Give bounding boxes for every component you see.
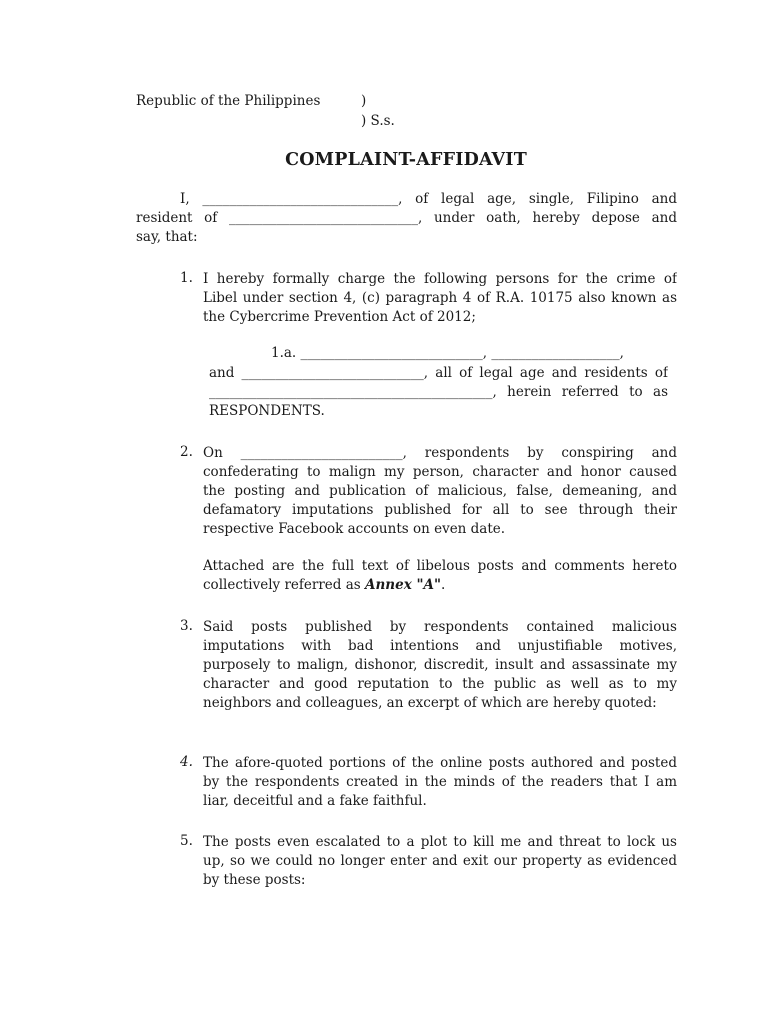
item-line: The afore-quoted portions of the online posts authored and posted — [203, 755, 677, 771]
item-line: imputations with bad intentions and unjustifiable motives, — [203, 638, 677, 654]
item-number: 5. — [180, 833, 193, 849]
item-line: Libel under section 4, (c) paragraph 4 of R.A. 10175 also known as — [203, 290, 677, 306]
respondents-block — [209, 364, 668, 421]
respondents-line: 1.a. ___________________________, ___________________, — [271, 345, 624, 361]
item-number: 4. — [180, 754, 193, 770]
intro-line: I, _____________________________, of legal age, single, Filipino and — [180, 191, 677, 207]
attached-line: Attached are the full text of libelous posts and comments hereto — [203, 558, 677, 574]
item-line: Said posts published by respondents contained malicious — [203, 619, 677, 635]
venue-country: Republic of the Philippines — [136, 93, 321, 109]
item-line: by these posts: — [203, 872, 306, 888]
item-line: up, so we could no longer enter and exit our property as evidenced — [203, 853, 677, 869]
intro-line: say, that: — [136, 229, 198, 245]
item-2-body — [203, 444, 677, 539]
item-number: 2. — [180, 444, 193, 460]
attached-note — [203, 557, 677, 595]
intro-line: resident of ____________________________, under oath, hereby depose and — [136, 210, 677, 226]
item-3-body — [203, 618, 677, 713]
document-title: COMPLAINT-AFFIDAVIT — [285, 150, 527, 170]
item-number: 1. — [180, 270, 193, 286]
intro-paragraph — [136, 190, 677, 247]
attached-prefix: collectively referred as — [203, 577, 365, 593]
item-line: neighbors and colleagues, an excerpt of which are hereby quoted: — [203, 695, 657, 711]
respondents-line: RESPONDENTS. — [209, 403, 325, 419]
respondents-line: __________________________________________, herein referred to as — [209, 384, 668, 400]
item-line: by the respondents created in the minds of the readers that I am — [203, 774, 677, 790]
item-line: On ________________________, respondents by conspiring and — [203, 445, 677, 461]
item-line: The posts even escalated to a plot to kill me and threat to lock us — [203, 834, 677, 850]
item-number: 3. — [180, 618, 193, 634]
venue-bracket: ) — [361, 93, 367, 109]
item-5-body — [203, 833, 677, 890]
item-line: confederating to malign my person, character and honor caused — [203, 464, 677, 480]
item-line: defamatory imputations published for all to see through their — [203, 502, 677, 518]
item-line: respective Facebook accounts on even date. — [203, 521, 506, 537]
attached-line — [203, 576, 677, 595]
item-line: the Cybercrime Prevention Act of 2012; — [203, 309, 476, 325]
item-line: liar, deceitful and a fake faithful. — [203, 793, 427, 809]
item-line: the posting and publication of malicious, false, demeaning, and — [203, 483, 677, 499]
venue-ss: ) S.s. — [361, 113, 395, 129]
annex-label: Annex "A" — [365, 577, 441, 593]
attached-suffix: . — [440, 577, 446, 593]
item-line: purposely to malign, dishonor, discredit, insult and assassinate my — [203, 657, 677, 673]
item-line: I hereby formally charge the following persons for the crime of — [203, 271, 677, 287]
item-4-body — [203, 754, 677, 811]
respondents-line: and ___________________________, all of legal age and residents of — [209, 365, 668, 381]
item-1-body — [203, 270, 677, 327]
item-line: character and good reputation to the public as well as to my — [203, 676, 677, 692]
